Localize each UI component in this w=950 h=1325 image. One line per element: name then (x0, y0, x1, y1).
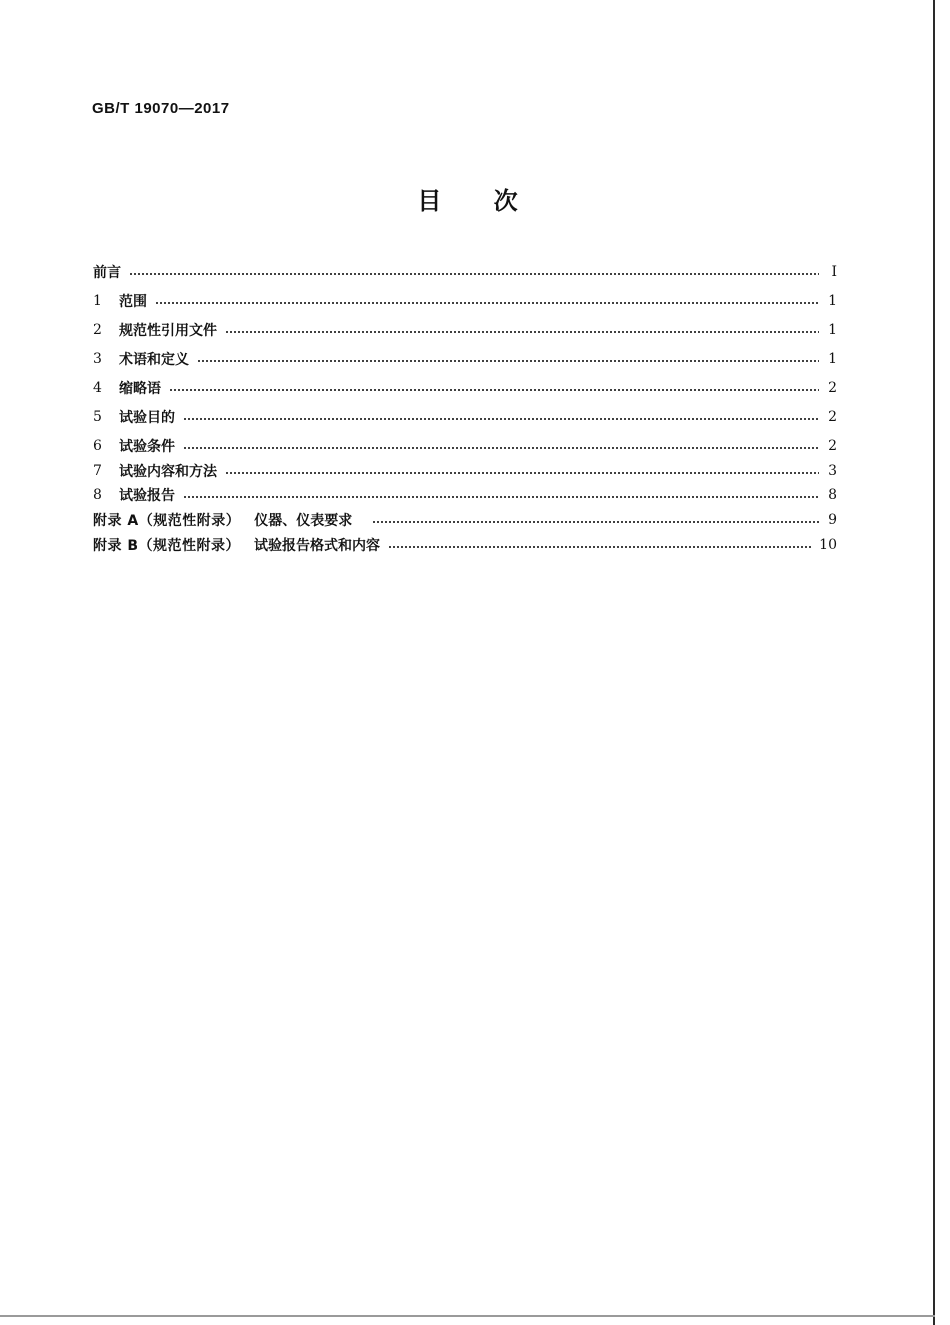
toc-entry-number: 7 (93, 463, 102, 479)
toc-entry-page: 1 (828, 351, 837, 367)
toc-leader-dots (372, 521, 819, 523)
toc-entry-number: 2 (93, 322, 102, 338)
toc-leader-dots (225, 472, 819, 474)
toc-entry-scope[interactable] (93, 291, 837, 311)
toc-entry-appendix-prefix: 附录 A（规范性附录） (93, 513, 241, 529)
standard-code: GB/T 19070—2017 (92, 100, 230, 117)
toc-entry-label: 试验报告 (119, 488, 175, 504)
toc-entry-label: 前言 (93, 265, 121, 281)
toc-entry-page: 1 (828, 322, 837, 338)
toc-entry-label: 术语和定义 (119, 352, 189, 368)
toc-entry-normative-references[interactable] (93, 320, 837, 340)
toc-entry-appendix-prefix: 附录 B（规范性附录） (93, 538, 241, 554)
toc-entry-test-conditions[interactable] (93, 436, 837, 456)
toc-leader-dots (169, 389, 819, 391)
toc-entry-test-purpose[interactable] (93, 407, 837, 427)
toc-entry-terms-definitions[interactable] (93, 349, 837, 369)
toc-entry-number: 3 (93, 351, 102, 367)
toc-entry-page: 2 (828, 380, 837, 396)
toc-leader-dots (197, 360, 819, 362)
toc-leader-dots (225, 331, 819, 333)
toc-entry-page: 1 (828, 293, 837, 309)
toc-leader-dots (388, 546, 811, 548)
toc-entry-label: 仪器、仪表要求 (254, 513, 353, 529)
toc-entry-test-report[interactable] (93, 485, 837, 505)
toc-entry-abbreviations[interactable] (93, 378, 837, 398)
toc-entry-number: 1 (93, 293, 102, 309)
toc-entry-number: 4 (93, 380, 102, 396)
toc-entry-label: 试验报告格式和内容 (254, 538, 381, 554)
toc-entry-label: 试验目的 (119, 410, 175, 426)
toc-entry-label: 规范性引用文件 (119, 323, 217, 339)
toc-entry-page: 8 (828, 487, 837, 503)
toc-entry-appendix-b[interactable] (93, 535, 837, 555)
toc-entry-page: 9 (828, 512, 837, 528)
toc-entry-foreword[interactable] (93, 262, 837, 282)
toc-entry-label: 范围 (119, 294, 147, 310)
toc-entry-test-content-methods[interactable] (93, 461, 837, 481)
toc-leader-dots (183, 447, 819, 449)
toc-entry-label: 缩略语 (119, 381, 161, 397)
toc-entry-number: 8 (93, 487, 102, 503)
toc-entry-page: Ⅰ (831, 264, 837, 280)
page-edge-bottom (0, 1315, 935, 1317)
toc-entry-page: 2 (828, 409, 837, 425)
toc-entry-page: 3 (828, 463, 837, 479)
toc-entry-appendix-a[interactable] (93, 510, 837, 530)
toc-leader-dots (183, 418, 819, 420)
toc-entry-label: 试验内容和方法 (119, 464, 217, 480)
toc-entry-page: 2 (828, 438, 837, 454)
toc-entry-page: 10 (819, 537, 837, 553)
toc-leader-dots (129, 273, 819, 275)
toc-entry-number: 6 (93, 438, 102, 454)
toc-leader-dots (155, 302, 819, 304)
toc-entry-label: 试验条件 (119, 439, 175, 455)
toc-title: 目 次 (417, 187, 518, 215)
toc-entry-number: 5 (93, 409, 102, 425)
toc-leader-dots (183, 496, 819, 498)
